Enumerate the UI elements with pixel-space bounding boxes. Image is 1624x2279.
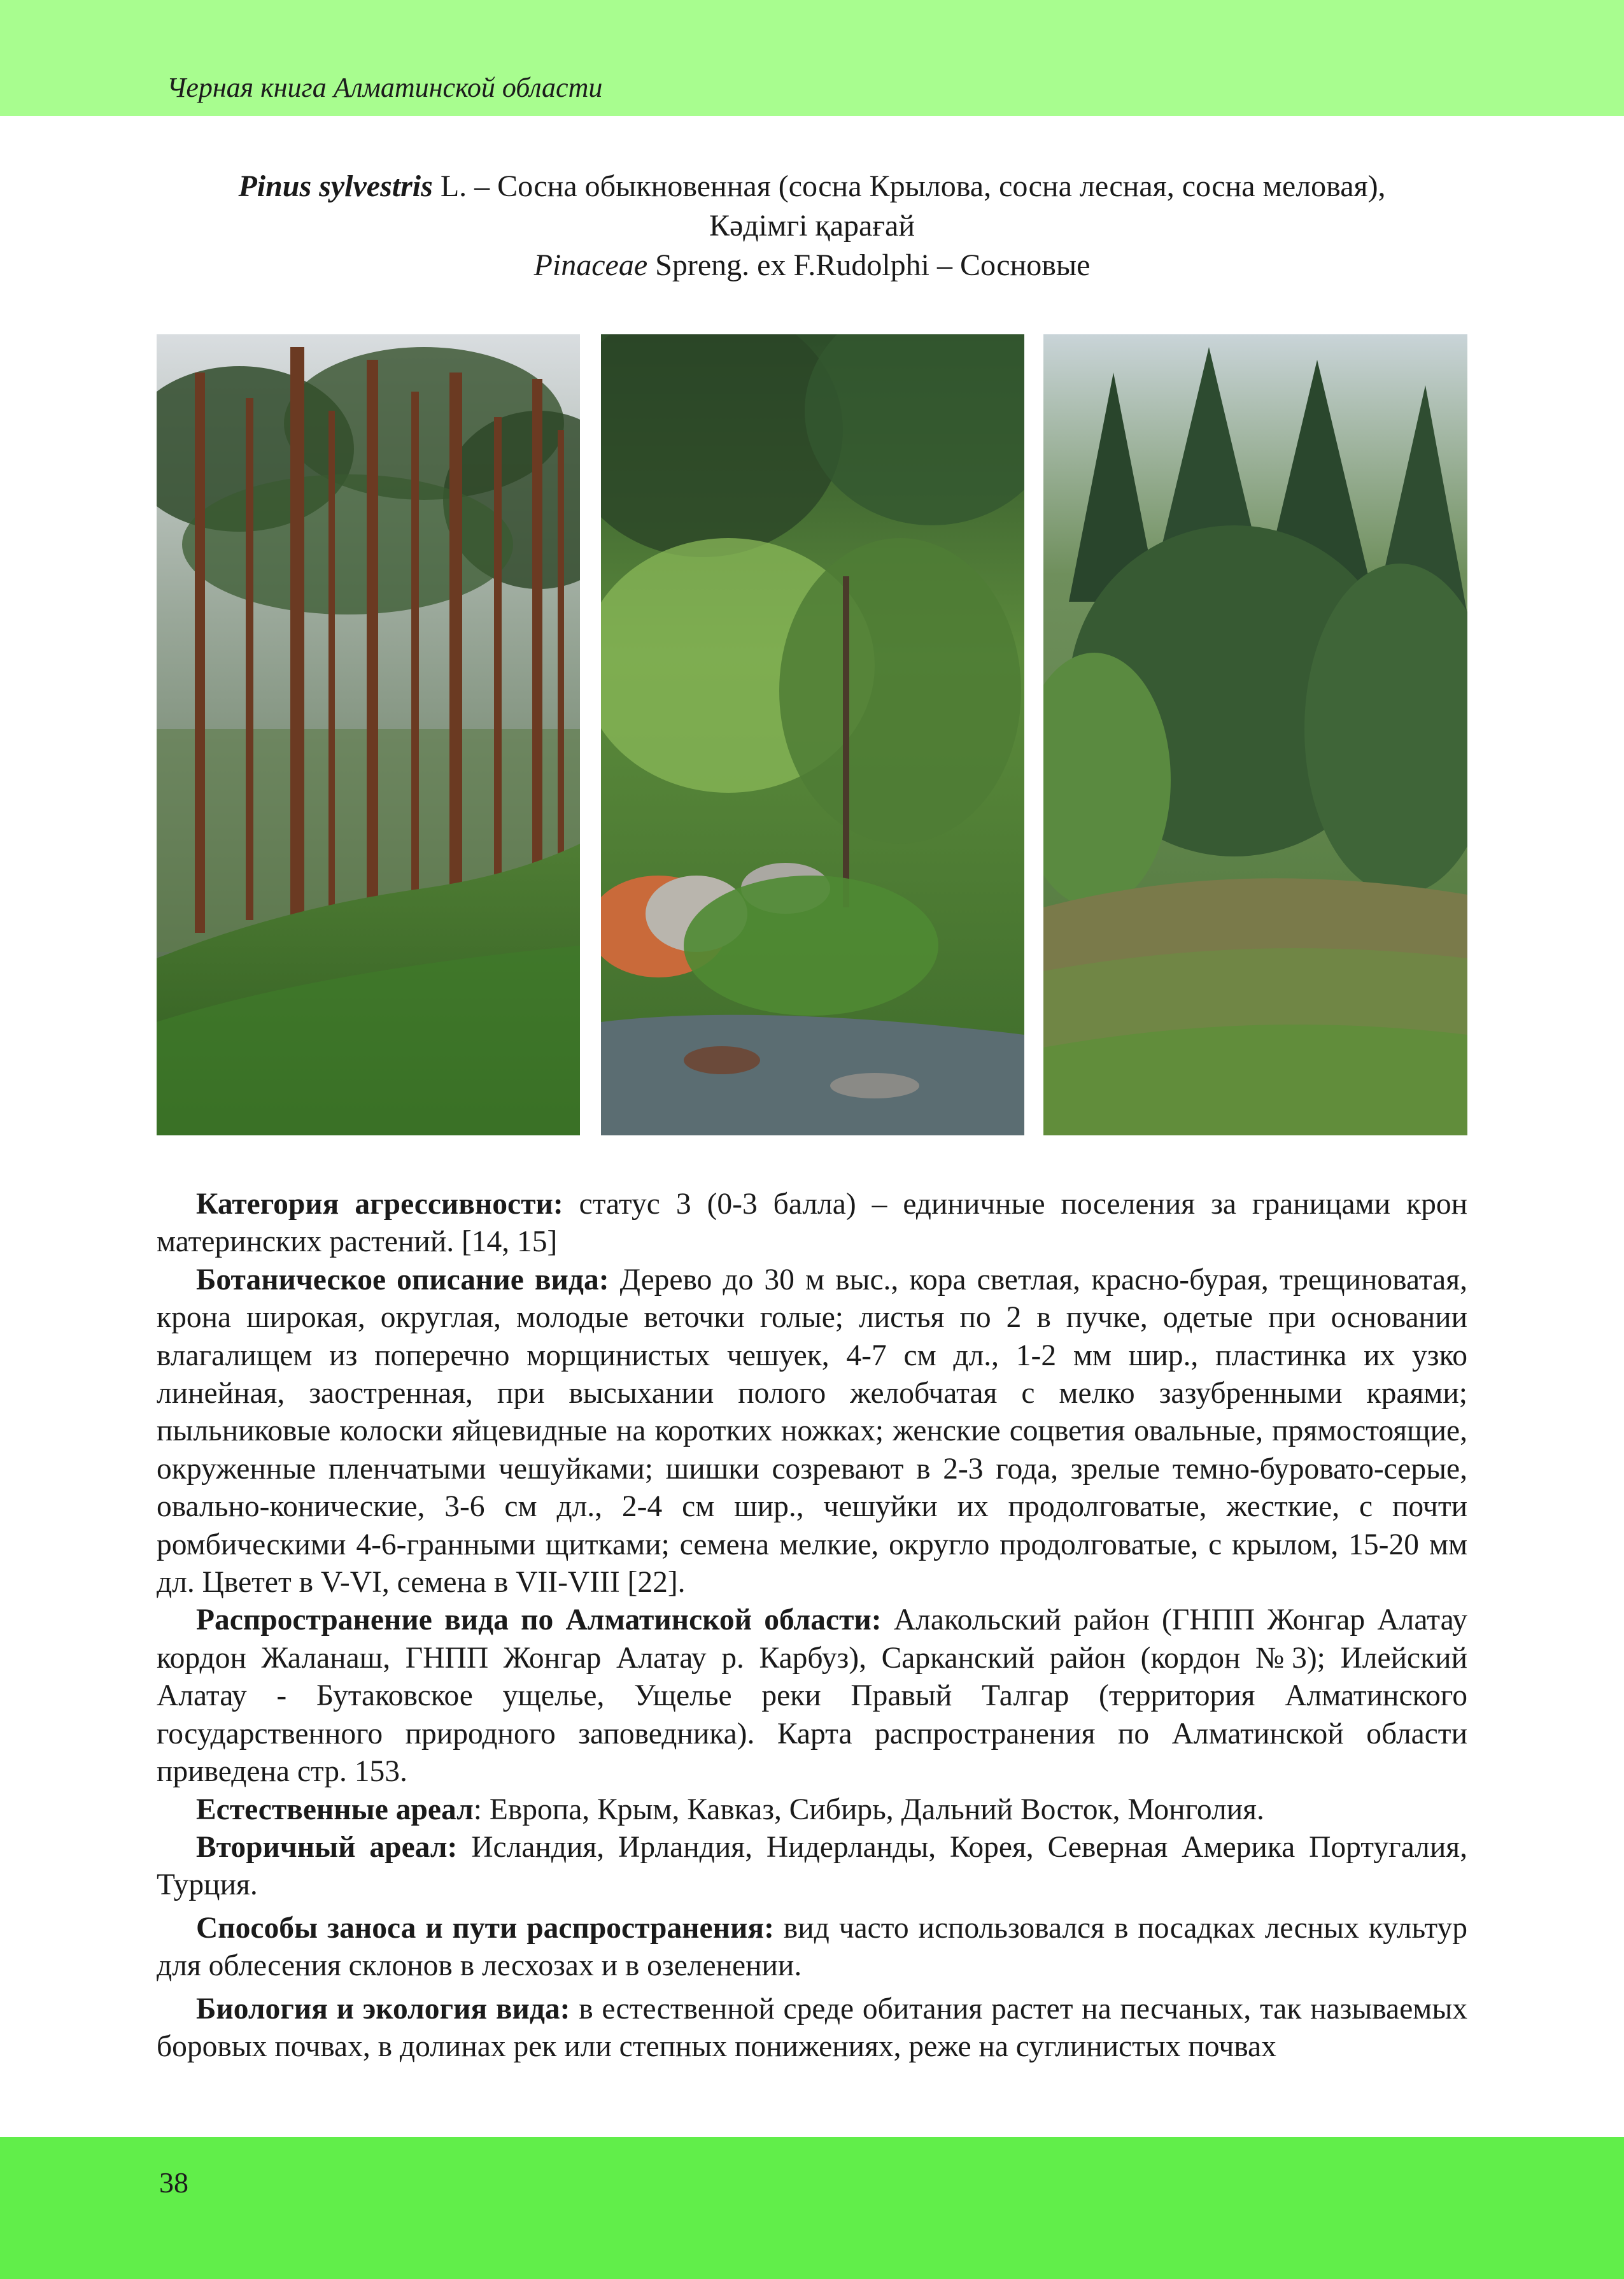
page-number: 38 [159,2166,188,2199]
header-band [0,0,1624,116]
section-introduction-methods [157,1910,1467,1985]
species-kazakh-name: Кәдімгі қарағай [709,209,915,243]
section-text: Алакольский район (ГНПП Жонгар Алатау кордон Жаланаш, ГНПП Жонгар Алатау р. Карбуз), Сарканский район (кордон №3); Илейский Алатау - Бутаковское ущелье, Ущелье реки Правый Талгар (территория Алматинского государственного природного заповедника). Карта распространения по Алматинской области приведена стр. 153. [157,1603,1467,1789]
section-text: Исландия, Ирландия, Нидерланды, Корея, Северная Америка Португалия, Турция. [157,1830,1467,1902]
family-line [0,246,1624,285]
section-text: статус 3 (0-3 балла) – единичные поселения за границами крон материнских растений. [14, 15] [157,1188,1467,1259]
section-label: Распространение вида по Алматинской области: [196,1603,882,1637]
pine-forest-photo [157,334,580,1135]
section-text: : Европа, Крым, Кавказ, Сибирь, Дальний Восток, Монголия. [473,1793,1264,1826]
section-secondary-range [157,1829,1467,1905]
section-biology-ecology [157,1991,1467,2066]
running-header-title: Черная книга Алматинской области [167,72,603,103]
young-pines-slope-photo [1043,334,1467,1135]
mountain-stream-photo [601,334,1024,1135]
section-text: Дерево до 30 м выс., кора светлая, красно-бурая, трещиноватая, крона широкая, округлая, молодые веточки голые; листья по 2 в пучке, одетые при основании влагалищем из поперечно морщинистых чешуек, 4-7 см дл., 1-2 мм шир., пластинка их узко линейная, заостренная, при высыхании полого желобчатая с мелко зазубренными краями; пыльниковые колоски яйцевидные на коротких ножках; женские соцветия овальные, прямостоящие, окруженные пленчатыми чешуйками; шишки созревают в 2-3 года, зрелые темно-буровато-серые, овально-конические, 3-6 см дл., 2-4 см шир., чешуйки их продолговатые, жесткие, с почти ромбическими 4-6-гранными щитками; семена мелкие, округло продолговатые, с крылом, 15-20 мм дл. Цветет в V-VI, семена в VII-VIII [22]. [157,1263,1467,1600]
species-description [157,1186,1467,2066]
section-label: Естественные ареал [196,1793,474,1826]
section-label: Вторичный ареал: [196,1830,458,1864]
section-label: Ботаническое описание вида: [196,1263,609,1296]
section-text: вид часто использовался в посадках лесных культур для облесения склонов в лесхозах и в озеленении. [157,1911,1467,1983]
species-latin-name: Pinus sylvestris [238,169,433,203]
family-author-russian: Spreng. ex F.Rudolphi – Сосновые [647,248,1091,282]
section-aggressiveness [157,1186,1467,1261]
section-label: Категория агрессивности: [196,1188,563,1221]
section-distribution [157,1601,1467,1791]
family-latin-name: Pinaceae [533,248,648,282]
section-text: в естественной среде обитания растет на песчаных, так называемых боровых почвах, в долинах рек или степных понижениях, реже на суглинистых почвах [157,1992,1467,2063]
section-botanical-description [157,1261,1467,1602]
section-label: Биология и экология вида: [196,1992,570,2026]
species-author-common-names: L. – Сосна обыкновенная (сосна Крылова, сосна лесная, сосна меловая), [432,169,1386,203]
section-natural-range [157,1791,1467,1829]
footer-band [0,2137,1624,2279]
species-title-block [0,167,1624,285]
section-label: Способы заноса и пути распространения: [196,1911,774,1945]
species-name-line [0,167,1624,206]
